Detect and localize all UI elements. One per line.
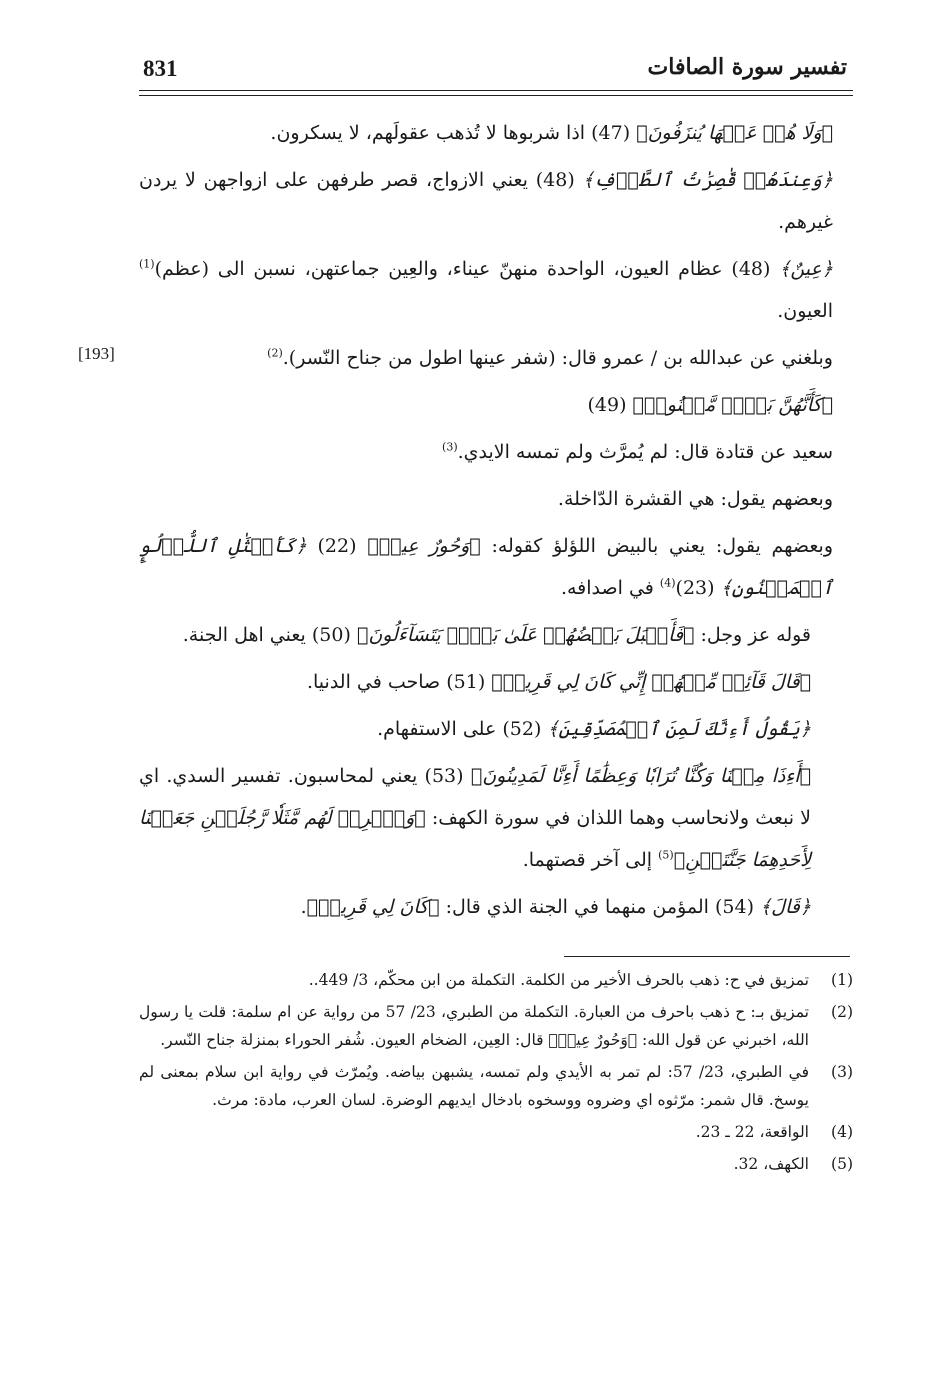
paragraph (139, 886, 853, 928)
paragraph (139, 614, 853, 656)
footnote (139, 966, 853, 994)
commentary-text: قوله عز وجل: (700, 624, 811, 646)
running-title: تفسير سورة الصافات (647, 54, 847, 80)
footnote-marker: (4) (659, 576, 676, 590)
commentary-text: (53) يعني لمحاسبون. تفسير السدي. اي لا نبعث ولانحاسب وهما اللذان في سورة الكهف: (139, 765, 811, 829)
commentary-text: (50) يعني اهل الجنة. (182, 624, 351, 646)
footnotes (139, 966, 853, 1182)
commentary-text: (49) (587, 394, 627, 416)
header-rule (139, 90, 853, 91)
paragraph (139, 708, 853, 750)
footnote-marker: (2) (267, 346, 283, 360)
footnote-marker: (3) (442, 440, 458, 454)
main-text (139, 112, 853, 933)
quran-verse: ﴿أَءِذَا مِتۡنَا وَكُنَّا تُرَابٗا وَعِظَٰمًا أَءِنَّا لَمَدِينُونَ﴾ (470, 765, 811, 787)
commentary-text: وبعضهم يقول: يعني بالبيض اللؤلؤ كقوله: (491, 535, 834, 557)
paragraph (139, 661, 853, 703)
footnote (139, 1058, 853, 1114)
commentary-text: (23) (675, 577, 715, 599)
footnote-text: في الطبري، 23/ 57: لم تمر به الأيدي ولم تمسه، يشبهن بياضه. ويُمرّث في رواية ابن سلام بمعنى لم يوسخ. قال شمر: مرّثوه اي وضروه ووسخوه بادخال ايديهم الوضرة. لسان العرب، مادة: مرث. (139, 1063, 809, 1109)
footnote (139, 1150, 853, 1178)
quran-verse: ﴿وَٱضۡرِبۡ لَهُم مَّثَلٗا رَّجُلَيۡنِ جَعَلۡنَا لِأَحَدِهِمَا جَنَّتَيۡنِ﴾ (139, 807, 811, 871)
commentary-text: (47) اذا شربوها لا تُذهب عقولَهم، لا يسكرون. (270, 122, 631, 144)
commentary-text: . (300, 896, 307, 918)
commentary-text: وبلغني عن عبدالله بن / عمرو قال: (شفر عينها اطول من جناح النّسر). (282, 347, 833, 369)
footnote-number: (5) (831, 1155, 853, 1173)
paragraph (139, 384, 853, 426)
commentary-text: في اصدافه. (560, 577, 654, 599)
quran-verse: ﴿وَعِندَهُمۡ قَٰصِرَٰتُ ٱلطَّرۡفِ﴾ (582, 169, 833, 191)
commentary-text: (51) صاحب في الدنيا. (306, 671, 486, 693)
paragraph (139, 431, 853, 473)
header-rule-thin (139, 95, 853, 96)
footnote-separator (564, 956, 850, 957)
footnote-number: (2) (831, 1003, 853, 1021)
footnote (139, 1118, 853, 1146)
quran-verse: ﴿يَقُولُ أَءِنَّكَ لَمِنَ ٱلۡمُصَدِّقِينَ﴾ (547, 718, 811, 740)
commentary-text: (48) يعني الازواج، قصر طرفهن على ازواجهن لا يردن غيرهم. (139, 169, 833, 233)
paragraph (139, 755, 853, 881)
paragraph (139, 159, 853, 243)
commentary-text: (52) على الاستفهام. (377, 718, 542, 740)
page-number: 831 (143, 56, 178, 81)
commentary-text: سعيد عن قتادة قال: لم يُمرَّث ولم تمسه الايدي. (457, 441, 833, 463)
footnote-number: (1) (831, 971, 853, 989)
footnote-number: (3) (831, 1063, 853, 1081)
paragraph (139, 248, 853, 332)
margin-page-ref: [193] (78, 344, 115, 363)
quran-verse: ﴿قَالَ﴾ (760, 896, 811, 918)
footnote-text: الواقعة، 22 ـ 23. (695, 1123, 809, 1141)
quran-verse: ﴿قَالَ قَآئِلٞ مِّنۡهُمۡ إِنِّي كَانَ لِي قَرِينٞ﴾ (491, 671, 811, 693)
paragraph (139, 478, 853, 520)
quran-verse: ﴿كَأَنَّهُنَّ بَيۡضٞ مَّكۡنُونٞ﴾ (632, 394, 833, 416)
quran-verse: ﴿عِينٌ﴾ (779, 258, 833, 280)
commentary-text: العيون. (777, 300, 833, 322)
footnote (139, 998, 853, 1054)
quran-verse: ﴿كَانَ لِي قَرِينٞ﴾ (306, 896, 440, 918)
commentary-text: إلى آخر قصتهما. (522, 849, 653, 871)
footnote-text: تمزيق في ح: ذهب بالحرف الأخير من الكلمة. التكملة من ابن محكّم، 3/ 449.. (308, 971, 809, 989)
quran-verse: ﴿فَأَقۡبَلَ بَعۡضُهُمۡ عَلَىٰ بَعۡضٖ يَتَسَآءَلُونَ﴾ (356, 624, 695, 646)
footnote-text: الكهف، 32. (733, 1155, 809, 1173)
commentary-text: وبعضهم يقول: هي القشرة الدّاخلة. (557, 488, 833, 510)
commentary-text: (48) عظام العيون، الواحدة منهنّ عيناء، والعِين جماعتهن، نسبن الى (عظم) (154, 258, 771, 280)
footnote-marker: (1) (139, 257, 155, 271)
paragraph (139, 525, 853, 609)
quran-verse: ﴿كَأَمۡثَٰلِ ٱللُّؤۡلُوِٕ ٱلۡمَكۡنُونِ﴾ (139, 535, 833, 599)
footnote-text: تمزيق بـ: ح ذهب باحرف من العبارة. التكملة من الطبري، 23/ 57 من رواية عن ام سلمة: قلت يا رسول الله، اخبرني عن قول الله: ﴿وَحُورٌ عِينٞ﴾ قال: العِين، الضخام العيون. شُفر الحوراء بمنزلة جناح النّسر. (139, 1003, 809, 1049)
quran-verse: ﴿وَلَا هُمۡ عَنۡهَا يُنزَفُونَ﴾ (636, 122, 833, 144)
paragraph (139, 337, 853, 379)
commentary-text: (22) (317, 535, 357, 557)
quran-verse: ﴿وَحُورٌ عِينٞ﴾ (367, 535, 481, 557)
footnote-marker: (5) (658, 848, 674, 862)
paragraph (139, 112, 853, 154)
commentary-text: (54) المؤمن منهما في الجنة الذي قال: (445, 896, 754, 918)
footnote-number: (4) (831, 1123, 853, 1141)
